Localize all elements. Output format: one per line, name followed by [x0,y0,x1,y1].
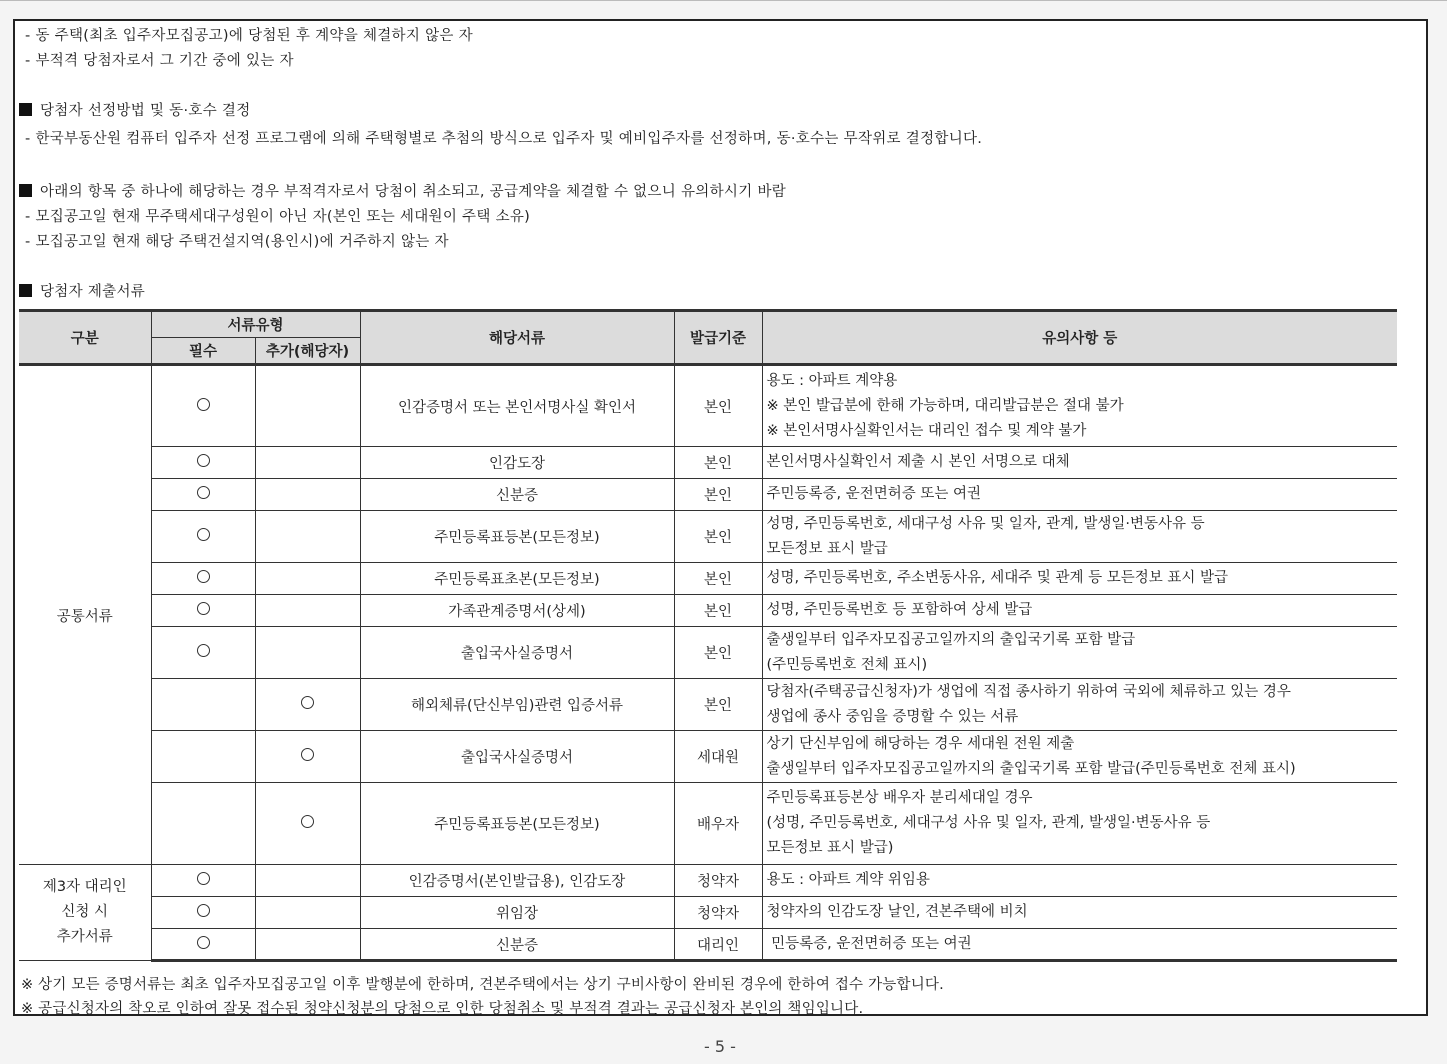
document-cell: 출입국사실증명서 [360,731,674,783]
document-cell: 신분증 [360,929,674,961]
header-notes: 유의사항 등 [762,311,1397,365]
document-cell: 해외체류(단신부임)관련 입증서류 [360,679,674,731]
section-heading-selection: 당첨자 선정방법 및 동·호수 결정 [19,99,251,120]
notes-cell: 용도 : 아파트 계약 위임용 [762,865,1397,897]
circle-mark-icon [197,602,210,615]
section-heading-disqualification: 아래의 항목 중 하나에 해당하는 경우 부적격자로서 당첨이 취소되고, 공급계약을 체결할 수 없으니 유의하시기 바람 [19,180,786,201]
header-category: 구분 [19,311,151,365]
document-cell: 인감증명서 또는 본인서명사실 확인서 [360,365,674,447]
notes-cell: 민등록증, 운전면허증 또는 여권 [762,929,1397,961]
table-row [19,563,1397,595]
issuer-cell: 본인 [674,511,762,563]
group-common: 공통서류 [19,365,151,865]
notes-cell: 성명, 주민등록번호, 세대구성 사유 및 일자, 관계, 발생일·변동사유 등 모든정보 표시 발급 [762,511,1397,563]
document-cell: 신분증 [360,479,674,511]
table-row [19,783,1397,865]
issuer-cell: 본인 [674,563,762,595]
table-row [19,511,1397,563]
notes-cell: 용도 : 아파트 계약용 ※ 본인 발급분에 한해 가능하며, 대리발급분은 절대 불가 ※ 본인서명사실확인서는 대리인 접수 및 계약 불가 [762,365,1397,447]
table-row [19,865,1397,897]
issuer-cell: 본인 [674,479,762,511]
document-cell: 출입국사실증명서 [360,627,674,679]
circle-mark-icon [197,454,210,467]
intro-line-1: - 동 주택(최초 입주자모집공고)에 당첨된 후 계약을 체결하지 않은 자 [25,28,473,44]
circle-mark-icon [301,696,314,709]
issuer-cell: 배우자 [674,783,762,865]
square-bullet-icon [19,184,32,197]
notes-cell: 본인서명사실확인서 제출 시 본인 서명으로 대체 [762,447,1397,479]
document-cell: 가족관계증명서(상세) [360,595,674,627]
circle-mark-icon [301,815,314,828]
circle-mark-icon [197,486,210,499]
issuer-cell: 청약자 [674,897,762,929]
header-issuer: 발급기준 [674,311,762,365]
square-bullet-icon [19,284,32,297]
table-row [19,365,1397,447]
section-heading-documents: 당첨자 제출서류 [19,280,145,301]
page-number: - 5 - [704,1037,736,1056]
document-cell: 주민등록표등본(모든정보) [360,511,674,563]
issuer-cell: 세대원 [674,731,762,783]
group-proxy: 제3자 대리인 신청 시 추가서류 [19,865,151,961]
circle-mark-icon [197,644,210,657]
disqualification-line-2: - 모집공고일 현재 해당 주택건설지역(용인시)에 거주하지 않는 자 [25,234,449,250]
issuer-cell: 본인 [674,447,762,479]
table-row [19,479,1397,511]
document-page [13,19,1428,1016]
header-required: 필수 [151,338,255,365]
notes-cell: 성명, 주민등록번호 등 포함하여 상세 발급 [762,595,1397,627]
top-rule [0,0,1447,1]
circle-mark-icon [301,748,314,761]
circle-mark-icon [197,872,210,885]
table-row [19,595,1397,627]
table-row [19,731,1397,783]
issuer-cell: 청약자 [674,865,762,897]
document-cell: 위임장 [360,897,674,929]
issuer-cell: 본인 [674,595,762,627]
circle-mark-icon [197,528,210,541]
circle-mark-icon [197,936,210,949]
notes-cell: 당첨자(주택공급신청자)가 생업에 직접 종사하기 위하여 국외에 체류하고 있는 경우 생업에 종사 중임을 증명할 수 있는 서류 [762,679,1397,731]
table-row [19,679,1397,731]
notes-cell: 성명, 주민등록번호, 주소변동사유, 세대주 및 관계 등 모든정보 표시 발급 [762,563,1397,595]
header-document: 해당서류 [360,311,674,365]
footnote-2: ※ 공급신청자의 착오로 인하여 잘못 접수된 청약신청분의 당첨으로 인한 당첨취소 및 부적격 결과는 공급신청자 본인의 책임입니다. [21,1001,864,1017]
circle-mark-icon [197,398,210,411]
intro-line-2: - 부적격 당첨자로서 그 기간 중에 있는 자 [25,53,294,69]
notes-cell: 상기 단신부임에 해당하는 경우 세대원 전원 제출 출생일부터 입주자모집공고일까지의 출입국기록 포함 발급(주민등록번호 전체 표시) [762,731,1397,783]
notes-cell: 주민등록증, 운전면허증 또는 여권 [762,479,1397,511]
header-additional: 추가(해당자) [255,338,360,365]
circle-mark-icon [197,904,210,917]
circle-mark-icon [197,570,210,583]
footnote-1: ※ 상기 모든 증명서류는 최초 입주자모집공고일 이후 발행분에 한하며, 견본주택에서는 상기 구비사항이 완비된 경우에 한하여 접수 가능합니다. [21,977,944,993]
document-cell: 인감도장 [360,447,674,479]
selection-line-1: - 한국부동산원 컴퓨터 입주자 선정 프로그램에 의해 주택형별로 추첨의 방식으로 입주자 및 예비입주자를 선정하며, 동·호수는 무작위로 결정합니다. [25,131,983,147]
table-row [19,929,1397,961]
issuer-cell: 본인 [674,365,762,447]
notes-cell: 청약자의 인감도장 날인, 견본주택에 비치 [762,897,1397,929]
notes-cell: 출생일부터 입주자모집공고일까지의 출입국기록 포함 발급 (주민등록번호 전체 표시) [762,627,1397,679]
notes-cell: 주민등록표등본상 배우자 분리세대일 경우 (성명, 주민등록번호, 세대구성 사유 및 일자, 관계, 발생일·변동사유 등 모든정보 표시 발급) [762,783,1397,865]
disqualification-line-1: - 모집공고일 현재 무주택세대구성원이 아닌 자(본인 또는 세대원이 주택 소유) [25,209,531,225]
header-doc-type: 서류유형 [151,311,360,338]
table-row [19,627,1397,679]
issuer-cell: 본인 [674,679,762,731]
documents-table [19,309,1397,962]
issuer-cell: 대리인 [674,929,762,961]
document-cell: 주민등록표등본(모든정보) [360,783,674,865]
square-bullet-icon [19,103,32,116]
table-row [19,447,1397,479]
table-row [19,897,1397,929]
document-cell: 인감증명서(본인발급용), 인감도장 [360,865,674,897]
document-cell: 주민등록표초본(모든정보) [360,563,674,595]
issuer-cell: 본인 [674,627,762,679]
